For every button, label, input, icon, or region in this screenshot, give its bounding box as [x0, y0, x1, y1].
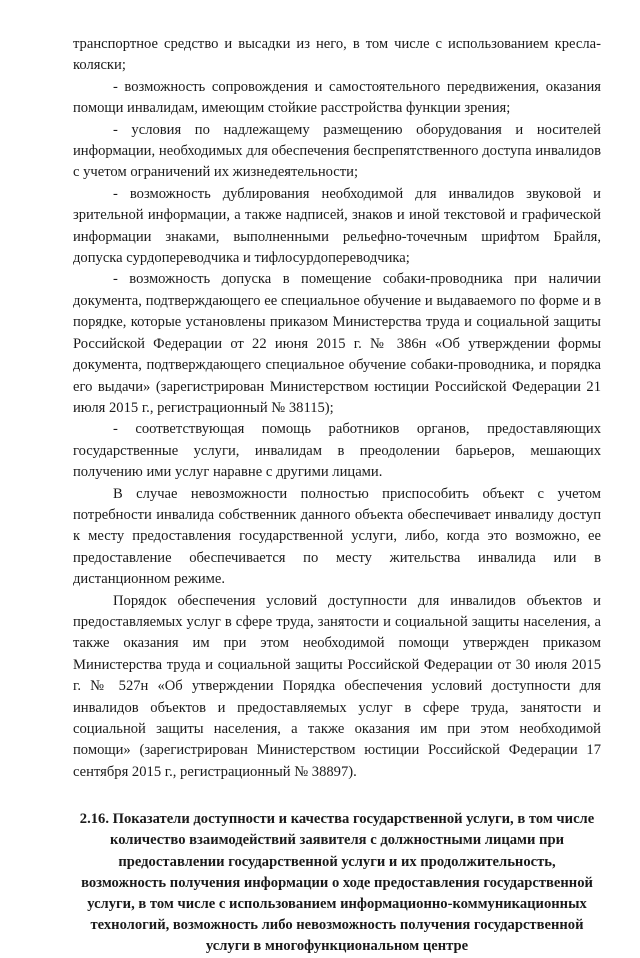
list-item-escort-assistance: - возможность сопровождения и самостоятельного передвижения, оказания помощи инвалидам, имеющим стойкие расстройства функции зрения; — [73, 78, 601, 117]
list-item-staff-assistance: - соответствующая помощь работников органов, предоставляющих государственные услуги, инвалидам в преодолении барьеров, мешающих получению ими услуг наравне с другими лицами. — [73, 421, 601, 481]
section-heading-2-16: 2.16. Показатели доступности и качества государственной услуги, в том числе количество взаимодействий заявителя с должностными лицами при предоставлении государственной услуги и их продолжительность, возможность получения информации о ходе предоставления государственной услуги, в том числе с использованием информационно-коммуникационных технологий, возможность либо невозможность получения государственной услуги в многофункциональном центре — [79, 811, 595, 955]
document-page — [73, 34, 601, 958]
list-item-information-duplication: - возможность дублирования необходимой для инвалидов звуковой и зрительной информации, а также надписей, знаков и иной текстовой и графической информации знаками, выполненными рельефно-точечным шрифтом Брайля, допуска сурдопереводчика и тифлосурдопереводчика; — [73, 185, 601, 267]
paragraph-impossible-adaptation: В случае невозможности полностью приспособить объект с учетом потребности инвалида собственник данного объекта обеспечивает инвалиду доступ к месту предоставления государственной услуги, либо, когда это возможно, ее предоставление обеспечивается по месту жительства инвалида или в дистанционном режиме. — [73, 485, 601, 588]
paragraph-continuation: транспортное средство и высадки из него, в том числе с использованием кресла-коляски; — [73, 36, 601, 74]
paragraph-accessibility-procedure: Порядок обеспечения условий доступности для инвалидов объектов и предоставляемых услуг в сфере труда, занятости и социальной защиты населения, а также оказания им при этом необходимой помощи утвержден приказом Министерства труда и социальной защиты Российской Федерации от 30 июля 2015 г. № 527н «Об утверждении Порядка обеспечения условий доступности для инвалидов объектов и предоставляемых услуг в сфере труда, занятости и социальной защиты населения, а также оказания им при этом необходимой помощи» (зарегистрирован Министерством юстиции Российской Федерации 17 сентября 2015 г., регистрационный № 38897). — [73, 592, 601, 780]
list-item-guide-dog-admission: - возможность допуска в помещение собаки-проводника при наличии документа, подтверждающего ее специальное обучение и выдаваемого по форме и в порядке, которые установлены приказом Министерства труда и социальной защиты Российской Федерации от 22 июня 2015 г. № 386н «Об утверждении формы документа, подтверждающего специальное обучение собаки-проводника, и порядка его выдачи» (зарегистрирован Министерством юстиции Российской Федерации 21 июля 2015 г., регистрационный № 38115); — [73, 271, 601, 416]
list-item-equipment-placement: - условия по надлежащему размещению оборудования и носителей информации, необходимых для обеспечения беспрепятственного доступа инвалидов с учетом ограничений их жизнедеятельности; — [73, 121, 601, 181]
